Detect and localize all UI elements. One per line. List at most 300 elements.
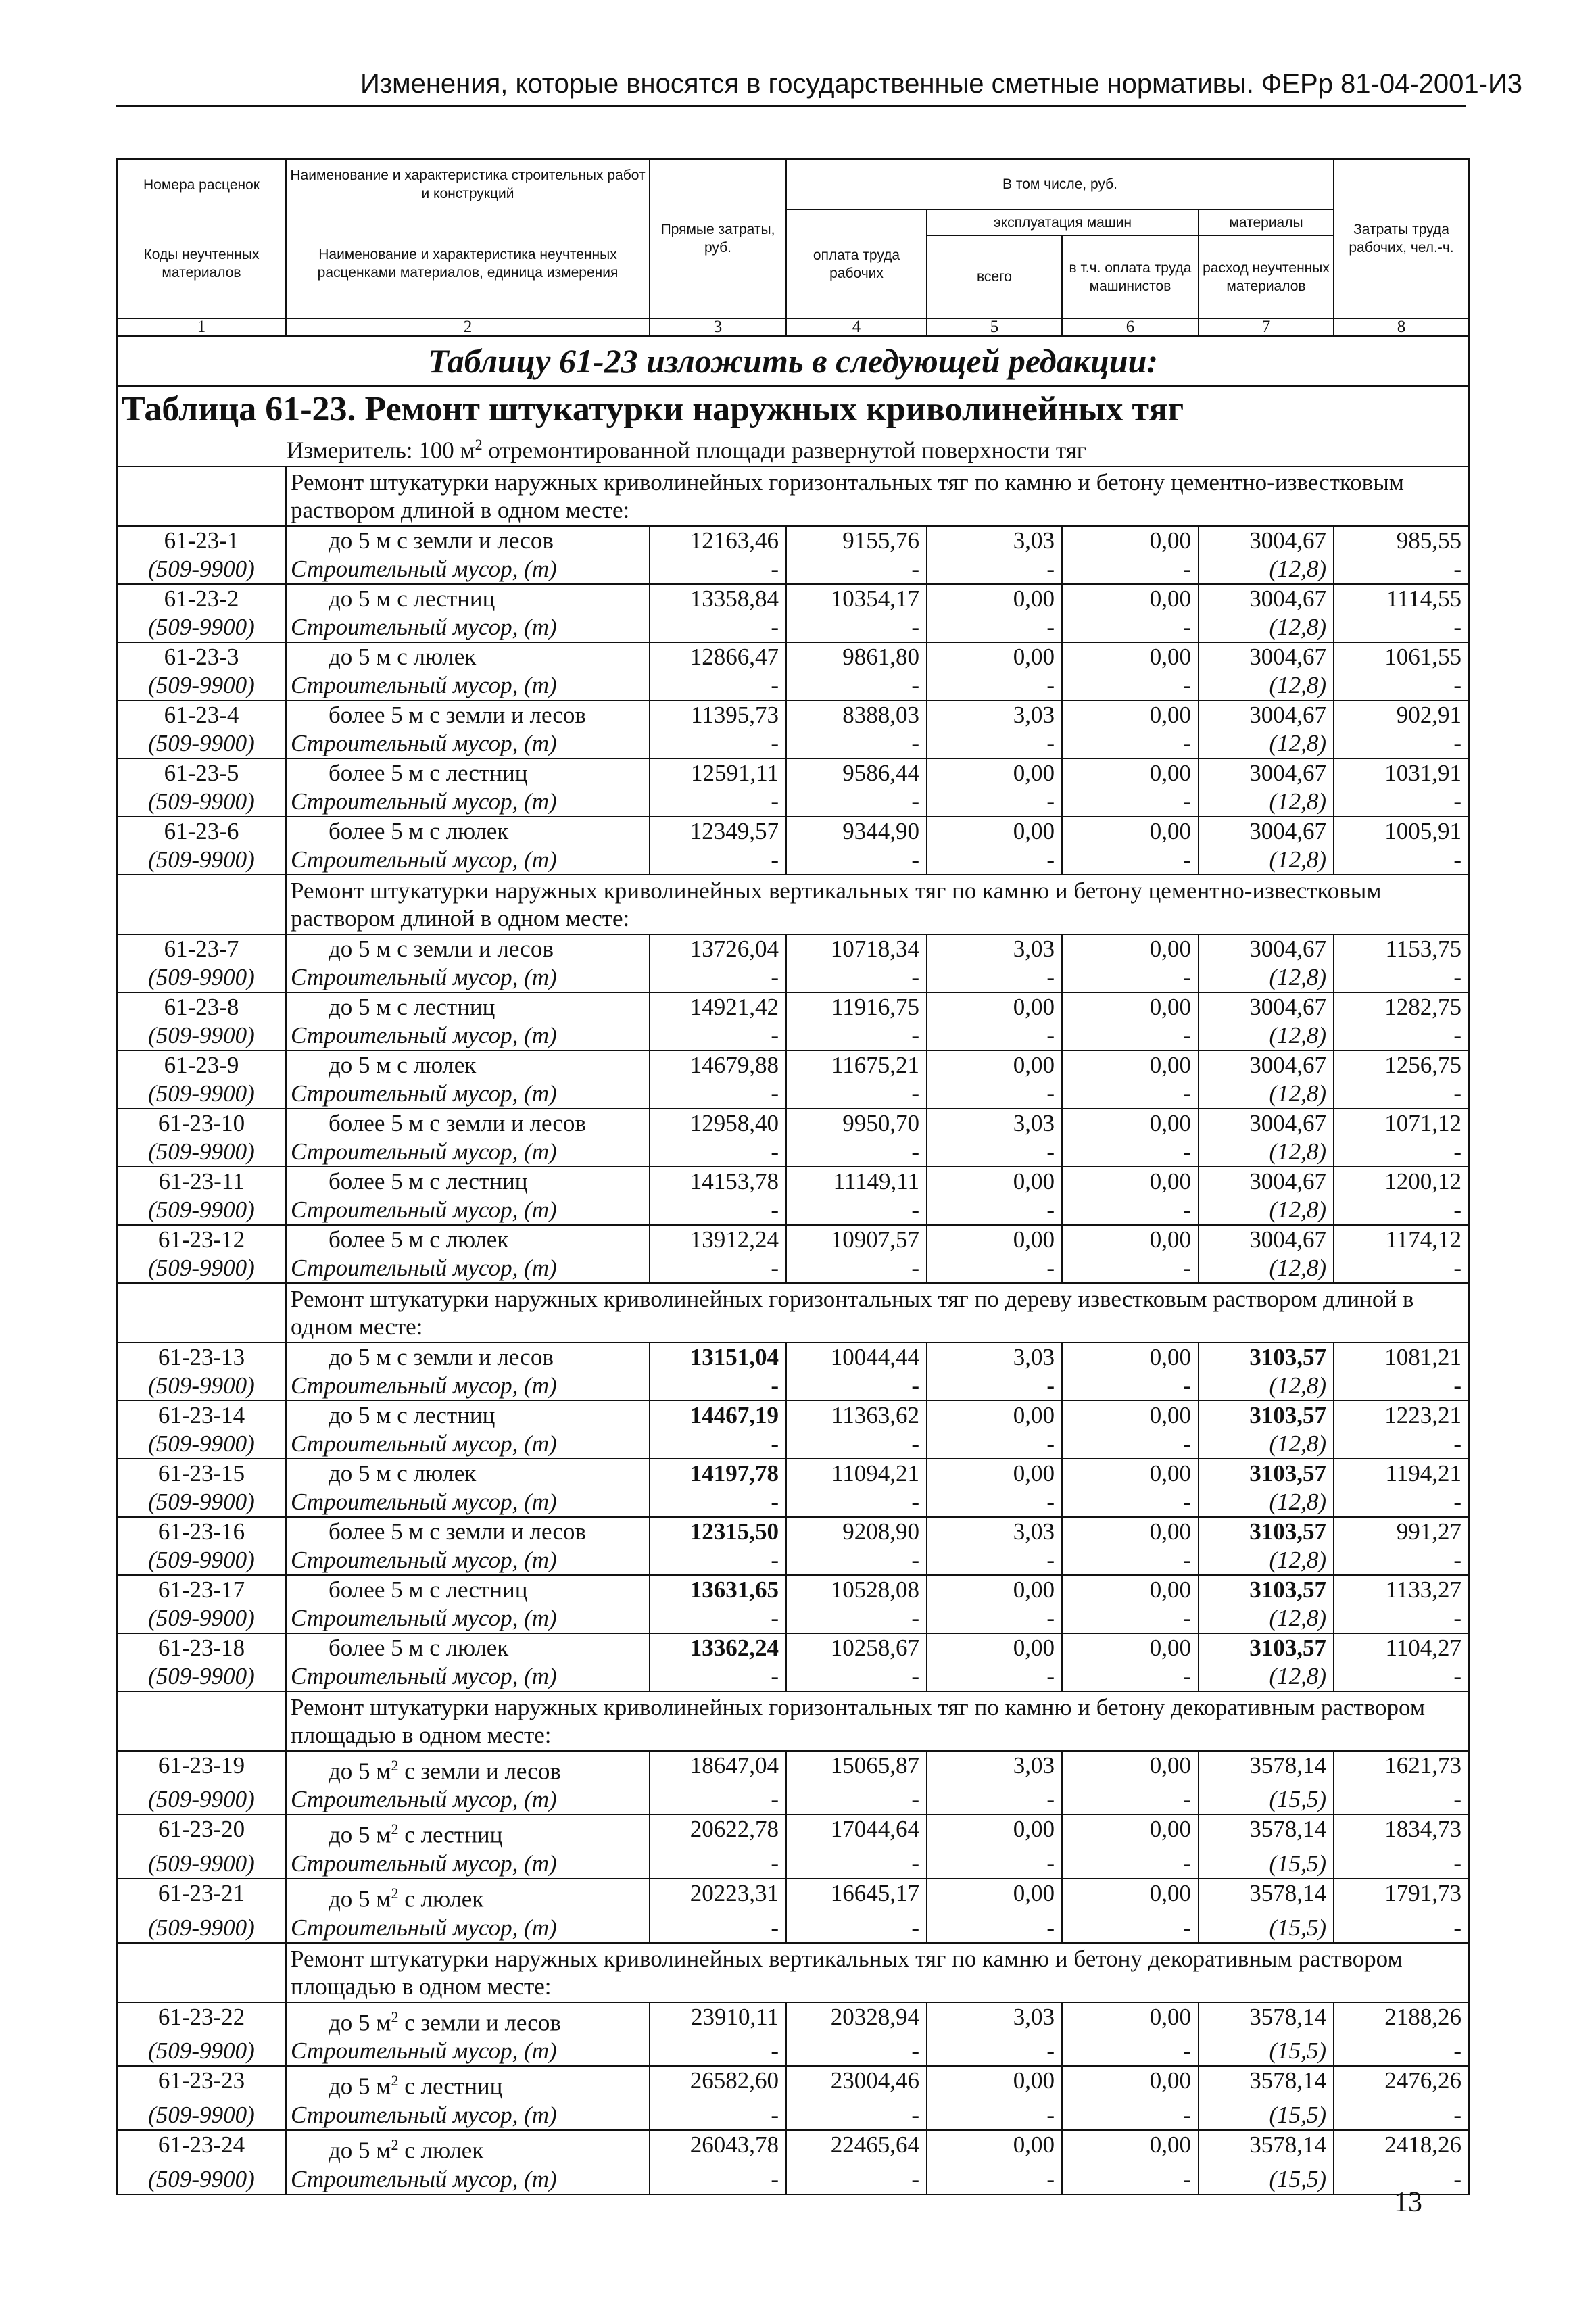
labor-hours: 985,55	[1334, 526, 1469, 555]
dash-cell: -	[650, 1430, 786, 1459]
labor-hours: 1194,21	[1334, 1459, 1469, 1488]
dash-cell: -	[1062, 2165, 1199, 2194]
dash-cell: -	[650, 1196, 786, 1225]
dash-cell: -	[1334, 1430, 1469, 1459]
direct-cost: 13362,24	[650, 1633, 786, 1662]
materials-cost: 3578,14	[1199, 2066, 1334, 2101]
material-name: Строительный мусор, (т)	[286, 963, 650, 992]
rate-code: 61-23-5	[117, 758, 286, 788]
dash-cell: -	[927, 613, 1062, 642]
material-name: Строительный мусор, (т)	[286, 2037, 650, 2066]
material-name: Строительный мусор, (т)	[286, 555, 650, 584]
labor-hours: 1114,55	[1334, 584, 1469, 613]
rate-code: 61-23-20	[117, 1814, 286, 1850]
th-work-name: Наименование и характеристика строительных работ и конструкций	[286, 159, 650, 210]
machinist-pay: 0,00	[1062, 1167, 1199, 1196]
group-header-row	[117, 466, 1469, 526]
dash-cell: -	[786, 2165, 927, 2194]
dash-cell: -	[1334, 671, 1469, 700]
labor-hours: 2188,26	[1334, 2002, 1469, 2037]
rate-name: до 5 м с люлек	[286, 642, 650, 671]
group-title: Ремонт штукатурки наружных криволинейных вертикальных тяг по камню и бетону цементно-известковым раствором длиной в одном месте:	[286, 875, 1469, 934]
dash-cell: -	[786, 1662, 927, 1691]
rate-row	[117, 1459, 1469, 1488]
dash-cell: -	[786, 2101, 927, 2130]
machines-total: 3,03	[927, 1343, 1062, 1372]
dash-cell: -	[1334, 2165, 1469, 2194]
material-code: (509-9900)	[117, 788, 286, 817]
machines-total: 0,00	[927, 817, 1062, 846]
machines-total: 3,03	[927, 934, 1062, 963]
worker-pay: 22465,64	[786, 2130, 927, 2165]
dash-cell: -	[650, 1662, 786, 1691]
dash-cell: -	[786, 671, 927, 700]
material-name: Строительный мусор, (т)	[286, 1430, 650, 1459]
page-number: 13	[1394, 2187, 1422, 2218]
table-title: Таблица 61-23. Ремонт штукатурки наружных криволинейных тяг	[117, 386, 1469, 430]
unit-superscript: 2	[391, 2008, 399, 2025]
materials-cost: 3103,57	[1199, 1343, 1334, 1372]
material-code: (509-9900)	[117, 729, 286, 758]
rate-name	[286, 1814, 650, 1850]
rate-name	[286, 2066, 650, 2101]
materials-cost: 3004,67	[1199, 934, 1334, 963]
material-name: Строительный мусор, (т)	[286, 2165, 650, 2194]
material-quantity: (12,8)	[1199, 963, 1334, 992]
direct-cost: 14679,88	[650, 1051, 786, 1080]
labor-hours: 1133,27	[1334, 1575, 1469, 1604]
th-rate-numbers: Номера расценок	[117, 159, 286, 210]
material-code: (509-9900)	[117, 1546, 286, 1575]
dash-cell: -	[1062, 1196, 1199, 1225]
direct-cost: 12315,50	[650, 1517, 786, 1546]
dash-cell: -	[1334, 1196, 1469, 1225]
th-including: В том числе, руб.	[786, 159, 1334, 210]
dash-cell: -	[1062, 1080, 1199, 1109]
rate-code: 61-23-18	[117, 1633, 286, 1662]
rate-code: 61-23-2	[117, 584, 286, 613]
dash-cell: -	[1334, 1546, 1469, 1575]
labor-hours: 1834,73	[1334, 1814, 1469, 1850]
rate-name: более 5 м с лестниц	[286, 1575, 650, 1604]
dash-cell: -	[1334, 1914, 1469, 1943]
machines-total: 0,00	[927, 1575, 1062, 1604]
rate-row	[117, 1225, 1469, 1254]
rate-name-part: с лестниц	[398, 1821, 503, 1848]
dash-cell: -	[927, 1488, 1062, 1517]
machinist-pay: 0,00	[1062, 2066, 1199, 2101]
worker-pay: 11916,75	[786, 992, 927, 1021]
rate-row	[117, 1517, 1469, 1546]
material-row	[117, 671, 1469, 700]
dash-cell: -	[1334, 1372, 1469, 1401]
materials-cost: 3103,57	[1199, 1575, 1334, 1604]
dash-cell: -	[786, 1488, 927, 1517]
rate-code: 61-23-12	[117, 1225, 286, 1254]
material-name: Строительный мусор, (т)	[286, 2101, 650, 2130]
direct-cost: 13151,04	[650, 1343, 786, 1372]
machinist-pay: 0,00	[1062, 992, 1199, 1021]
dash-cell: -	[650, 1914, 786, 1943]
labor-hours: 1153,75	[1334, 934, 1469, 963]
dash-cell: -	[650, 555, 786, 584]
machines-total: 3,03	[927, 1751, 1062, 1786]
machines-total: 3,03	[927, 1109, 1062, 1138]
material-row	[117, 1430, 1469, 1459]
material-row	[117, 788, 1469, 817]
machines-total: 0,00	[927, 1879, 1062, 1914]
th-material-consumption: расход неучтенных материалов	[1199, 235, 1334, 318]
dash-cell: -	[927, 1604, 1062, 1633]
rate-row	[117, 2066, 1469, 2101]
dash-cell: -	[1334, 729, 1469, 758]
material-quantity: (15,5)	[1199, 1914, 1334, 1943]
th-machines: эксплуатация машин	[927, 210, 1199, 235]
machinist-pay: 0,00	[1062, 817, 1199, 846]
machinist-pay: 0,00	[1062, 934, 1199, 963]
materials-cost: 3578,14	[1199, 2130, 1334, 2165]
material-row	[117, 1196, 1469, 1225]
rate-name-part: до 5 м	[329, 2009, 391, 2036]
dash-cell: -	[786, 1546, 927, 1575]
direct-cost: 14467,19	[650, 1401, 786, 1430]
rate-code: 61-23-1	[117, 526, 286, 555]
dash-cell: -	[786, 1785, 927, 1814]
dash-cell: -	[927, 1254, 1062, 1283]
rate-code: 61-23-14	[117, 1401, 286, 1430]
machines-total: 0,00	[927, 1167, 1062, 1196]
dash-cell: -	[1062, 555, 1199, 584]
rate-name: более 5 м с земли и лесов	[286, 1109, 650, 1138]
rate-row	[117, 1401, 1469, 1430]
worker-pay: 9208,90	[786, 1517, 927, 1546]
labor-hours: 1174,12	[1334, 1225, 1469, 1254]
rate-row	[117, 1814, 1469, 1850]
labor-hours: 1223,21	[1334, 1401, 1469, 1430]
rate-row	[117, 758, 1469, 788]
dash-cell: -	[650, 788, 786, 817]
machines-total: 0,00	[927, 758, 1062, 788]
material-code: (509-9900)	[117, 2165, 286, 2194]
dash-cell: -	[786, 963, 927, 992]
rate-name-part: до 5 м	[329, 2137, 391, 2164]
dash-cell: -	[1334, 1662, 1469, 1691]
material-name: Строительный мусор, (т)	[286, 1785, 650, 1814]
dash-cell: -	[1334, 2101, 1469, 2130]
dash-cell: -	[786, 1604, 927, 1633]
dash-cell: -	[786, 1254, 927, 1283]
column-number: 4	[786, 318, 927, 336]
materials-cost: 3578,14	[1199, 1879, 1334, 1914]
material-quantity: (12,8)	[1199, 671, 1334, 700]
rate-name-part: до 5 м	[329, 2073, 391, 2100]
unit-superscript: 2	[391, 1756, 399, 1774]
direct-cost: 20622,78	[650, 1814, 786, 1850]
materials-cost: 3103,57	[1199, 1459, 1334, 1488]
direct-cost: 13631,65	[650, 1575, 786, 1604]
material-name: Строительный мусор, (т)	[286, 846, 650, 875]
dash-cell: -	[927, 2165, 1062, 2194]
rate-row	[117, 1575, 1469, 1604]
machines-total: 0,00	[927, 992, 1062, 1021]
rate-row	[117, 1633, 1469, 1662]
dash-cell: -	[927, 1850, 1062, 1879]
rate-code: 61-23-23	[117, 2066, 286, 2101]
labor-hours: 2476,26	[1334, 2066, 1469, 2101]
machines-total: 0,00	[927, 1633, 1062, 1662]
rate-code: 61-23-21	[117, 1879, 286, 1914]
direct-cost: 14197,78	[650, 1459, 786, 1488]
machinist-pay: 0,00	[1062, 526, 1199, 555]
dash-cell: -	[650, 963, 786, 992]
material-quantity: (12,8)	[1199, 1546, 1334, 1575]
column-number: 3	[650, 318, 786, 336]
group-empty-cell	[117, 1283, 286, 1343]
material-name: Строительный мусор, (т)	[286, 1080, 650, 1109]
dash-cell: -	[786, 729, 927, 758]
rate-name-part: до 5 м	[329, 1821, 391, 1848]
rate-row	[117, 2002, 1469, 2037]
material-row	[117, 729, 1469, 758]
header-rule	[116, 105, 1466, 107]
rate-row	[117, 1879, 1469, 1914]
direct-cost: 12958,40	[650, 1109, 786, 1138]
worker-pay: 15065,87	[786, 1751, 927, 1786]
dash-cell: -	[1062, 1604, 1199, 1633]
labor-hours: 1081,21	[1334, 1343, 1469, 1372]
rate-name: до 5 м с лестниц	[286, 584, 650, 613]
material-quantity: (12,8)	[1199, 555, 1334, 584]
dash-cell: -	[1062, 2101, 1199, 2130]
material-name: Строительный мусор, (т)	[286, 1546, 650, 1575]
material-quantity: (12,8)	[1199, 613, 1334, 642]
rate-code: 61-23-7	[117, 934, 286, 963]
materials-cost: 3004,67	[1199, 817, 1334, 846]
th-materials: материалы	[1199, 210, 1334, 235]
machinist-pay: 0,00	[1062, 1575, 1199, 1604]
direct-cost: 12866,47	[650, 642, 786, 671]
dash-cell: -	[1062, 846, 1199, 875]
rate-name-part: до 5 м	[329, 1885, 391, 1912]
material-code: (509-9900)	[117, 2037, 286, 2066]
dash-cell: -	[786, 1021, 927, 1051]
material-code: (509-9900)	[117, 1662, 286, 1691]
dash-cell: -	[786, 1914, 927, 1943]
group-title: Ремонт штукатурки наружных криволинейных горизонтальных тяг по дереву известковым раствором длиной в одном месте:	[286, 1283, 1469, 1343]
rate-code: 61-23-3	[117, 642, 286, 671]
dash-cell: -	[927, 788, 1062, 817]
dash-cell: -	[786, 1080, 927, 1109]
material-code: (509-9900)	[117, 1430, 286, 1459]
rate-name: более 5 м с земли и лесов	[286, 1517, 650, 1546]
dash-cell: -	[927, 1546, 1062, 1575]
material-code: (509-9900)	[117, 1372, 286, 1401]
dash-cell: -	[650, 2037, 786, 2066]
dash-cell: -	[1062, 1372, 1199, 1401]
material-code: (509-9900)	[117, 1138, 286, 1167]
rate-row	[117, 1343, 1469, 1372]
material-quantity: (12,8)	[1199, 729, 1334, 758]
dash-cell: -	[927, 1372, 1062, 1401]
machinist-pay: 0,00	[1062, 1459, 1199, 1488]
labor-hours: 1061,55	[1334, 642, 1469, 671]
material-name: Строительный мусор, (т)	[286, 1196, 650, 1225]
material-row	[117, 1604, 1469, 1633]
labor-hours: 2418,26	[1334, 2130, 1469, 2165]
worker-pay: 11149,11	[786, 1167, 927, 1196]
machinist-pay: 0,00	[1062, 1517, 1199, 1546]
worker-pay: 9950,70	[786, 1109, 927, 1138]
material-quantity: (15,5)	[1199, 1785, 1334, 1814]
dash-cell: -	[927, 1138, 1062, 1167]
materials-cost: 3004,67	[1199, 992, 1334, 1021]
machinist-pay: 0,00	[1062, 2002, 1199, 2037]
measure-unit: Измеритель: 100 $м^2$ отремонтированной площади развернутой поверхности тяг	[117, 430, 1469, 466]
material-name: Строительный мусор, (т)	[286, 788, 650, 817]
rate-name: более 5 м с люлек	[286, 817, 650, 846]
materials-cost: 3004,67	[1199, 584, 1334, 613]
rate-code: 61-23-6	[117, 817, 286, 846]
rate-code: 61-23-19	[117, 1751, 286, 1786]
material-row	[117, 1785, 1469, 1814]
material-quantity: (12,8)	[1199, 788, 1334, 817]
material-name: Строительный мусор, (т)	[286, 1488, 650, 1517]
machinist-pay: 0,00	[1062, 1109, 1199, 1138]
rate-name: до 5 м с люлек	[286, 1459, 650, 1488]
rate-name: более 5 м с люлек	[286, 1225, 650, 1254]
material-row	[117, 2037, 1469, 2066]
group-title: Ремонт штукатурки наружных криволинейных горизонтальных тяг по камню и бетону цементно-известковым раствором длиной в одном месте:	[286, 466, 1469, 526]
dash-cell: -	[927, 1785, 1062, 1814]
worker-pay: 9861,80	[786, 642, 927, 671]
machines-total: 0,00	[927, 2066, 1062, 2101]
dash-cell: -	[927, 1196, 1062, 1225]
dash-cell: -	[1334, 788, 1469, 817]
dash-cell: -	[786, 846, 927, 875]
material-code: (509-9900)	[117, 1850, 286, 1879]
material-row	[117, 1372, 1469, 1401]
machines-total: 0,00	[927, 2130, 1062, 2165]
material-code: (509-9900)	[117, 846, 286, 875]
dash-cell: -	[786, 1196, 927, 1225]
dash-cell: -	[1062, 1785, 1199, 1814]
dash-cell: -	[1334, 555, 1469, 584]
material-name: Строительный мусор, (т)	[286, 1914, 650, 1943]
dash-cell: -	[1062, 1546, 1199, 1575]
material-quantity: (12,8)	[1199, 1138, 1334, 1167]
material-row	[117, 1080, 1469, 1109]
rate-name-part: с земли и лесов	[398, 2009, 561, 2036]
materials-cost: 3004,67	[1199, 1109, 1334, 1138]
worker-pay: 9344,90	[786, 817, 927, 846]
dash-cell: -	[1062, 671, 1199, 700]
direct-cost: 14153,78	[650, 1167, 786, 1196]
direct-cost: 14921,42	[650, 992, 786, 1021]
material-code: (509-9900)	[117, 1021, 286, 1051]
dash-cell: -	[1334, 963, 1469, 992]
rate-row	[117, 642, 1469, 671]
dash-cell: -	[650, 1080, 786, 1109]
group-empty-cell	[117, 466, 286, 526]
worker-pay: 10907,57	[786, 1225, 927, 1254]
rate-name	[286, 1751, 650, 1786]
rates-table	[116, 158, 1470, 2195]
direct-cost: 12349,57	[650, 817, 786, 846]
material-quantity: (12,8)	[1199, 1196, 1334, 1225]
group-empty-cell	[117, 1943, 286, 2002]
direct-cost: 12591,11	[650, 758, 786, 788]
direct-cost: 23910,11	[650, 2002, 786, 2037]
dash-cell: -	[650, 1546, 786, 1575]
dash-cell: -	[650, 1604, 786, 1633]
dash-cell: -	[927, 729, 1062, 758]
dash-cell: -	[1334, 613, 1469, 642]
materials-cost: 3103,57	[1199, 1401, 1334, 1430]
worker-pay: 10528,08	[786, 1575, 927, 1604]
labor-hours: 1791,73	[1334, 1879, 1469, 1914]
rate-row	[117, 526, 1469, 555]
group-header-row	[117, 1283, 1469, 1343]
materials-cost: 3004,67	[1199, 1167, 1334, 1196]
labor-hours: 1005,91	[1334, 817, 1469, 846]
machinist-pay: 0,00	[1062, 1814, 1199, 1850]
dash-cell: -	[1062, 788, 1199, 817]
material-code: (509-9900)	[117, 555, 286, 584]
materials-cost: 3578,14	[1199, 1814, 1334, 1850]
worker-pay: 16645,17	[786, 1879, 927, 1914]
dash-cell: -	[1062, 1138, 1199, 1167]
rate-name: более 5 м с лестниц	[286, 758, 650, 788]
material-name: Строительный мусор, (т)	[286, 613, 650, 642]
rate-code: 61-23-9	[117, 1051, 286, 1080]
group-header-row	[117, 875, 1469, 934]
material-quantity: (12,8)	[1199, 1021, 1334, 1051]
column-number: 2	[286, 318, 650, 336]
dash-cell: -	[927, 963, 1062, 992]
rate-name: до 5 м с земли и лесов	[286, 526, 650, 555]
material-row	[117, 555, 1469, 584]
material-name: Строительный мусор, (т)	[286, 671, 650, 700]
material-row	[117, 1254, 1469, 1283]
section-banner: Таблицу 61-23 изложить в следующей редакции:	[117, 336, 1469, 386]
material-row	[117, 2165, 1469, 2194]
rate-name: до 5 м с люлек	[286, 1051, 650, 1080]
worker-pay: 9155,76	[786, 526, 927, 555]
dash-cell: -	[927, 2101, 1062, 2130]
dash-cell: -	[786, 555, 927, 584]
material-name: Строительный мусор, (т)	[286, 1138, 650, 1167]
rate-name	[286, 1879, 650, 1914]
labor-hours: 1256,75	[1334, 1051, 1469, 1080]
rate-name-part: с лестниц	[398, 2073, 503, 2100]
direct-cost: 13358,84	[650, 584, 786, 613]
direct-cost: 11395,73	[650, 700, 786, 729]
material-name: Строительный мусор, (т)	[286, 729, 650, 758]
material-quantity: (15,5)	[1199, 1850, 1334, 1879]
worker-pay: 11675,21	[786, 1051, 927, 1080]
material-quantity: (12,8)	[1199, 1488, 1334, 1517]
rate-row	[117, 1751, 1469, 1786]
rate-name: более 5 м с земли и лесов	[286, 700, 650, 729]
labor-hours: 1071,12	[1334, 1109, 1469, 1138]
dash-cell: -	[650, 729, 786, 758]
dash-cell: -	[786, 1138, 927, 1167]
machinist-pay: 0,00	[1062, 642, 1199, 671]
dash-cell: -	[786, 788, 927, 817]
dash-cell: -	[786, 613, 927, 642]
th-material-name: Наименование и характеристика неучтенных расценками материалов, единица измерения	[286, 210, 650, 318]
machinist-pay: 0,00	[1062, 758, 1199, 788]
